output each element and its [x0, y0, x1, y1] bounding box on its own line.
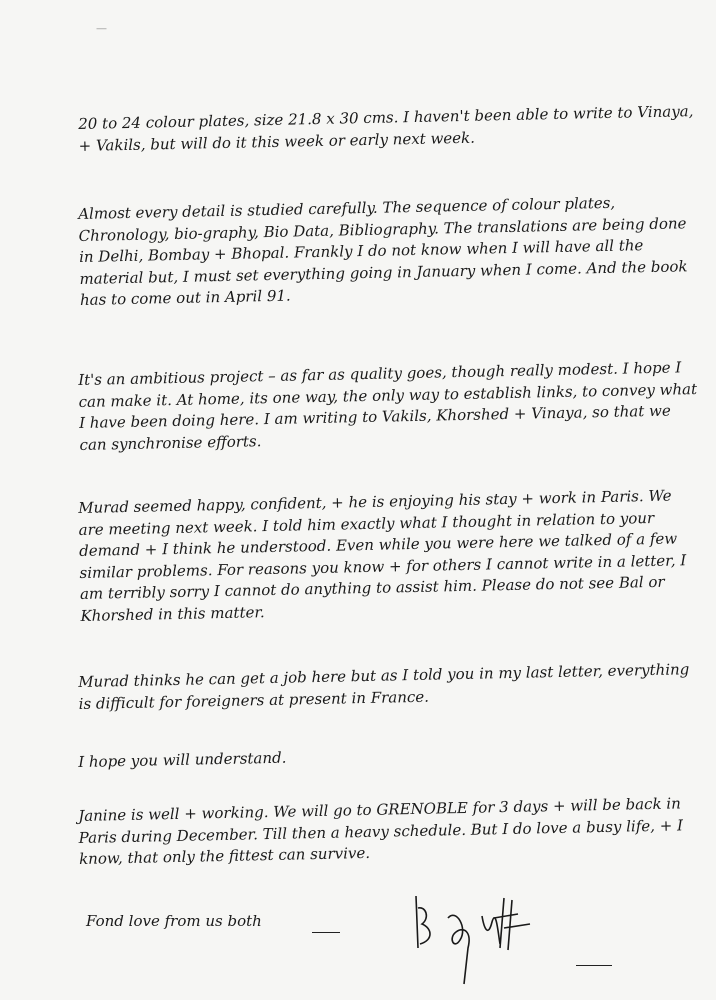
- signature-dash: [576, 965, 612, 966]
- paragraph-3: It's an ambitious project – as far as quality goes, though really modest. I hope I can make it. At home, its one way, the only way to establish links, to convey what I have been doing here. I am writing to Vakils, Khorshed + Vinaya, so that we can synchronise efforts.: [78, 358, 698, 454]
- closing-dash: [312, 932, 340, 933]
- paragraph-6: I hope you will understand.: [78, 748, 287, 771]
- signature-icon: [408, 888, 548, 988]
- closing-line: Fond love from us both: [86, 912, 262, 930]
- paragraph-1: 20 to 24 colour plates, size 21.8 x 30 cms. I haven't been able to write to Vinaya, + Vakils, but will do it this week or early next week.: [78, 102, 694, 155]
- paragraph-5: Murad thinks he can get a job here but as I told you in my last letter, everything is difficult for foreigners at present in France.: [78, 660, 690, 713]
- corner-mark: —: [96, 22, 108, 35]
- paragraph-7: Janine is well + working. We will go to GRENOBLE for 3 days + will be back in Paris during December. Till then a heavy schedule. But I do love a busy life, + I know, that only the fittest can survive.: [78, 794, 684, 868]
- paragraph-2: Almost every detail is studied carefully. The sequence of colour plates, Chronology, bio-graphy, Bio Data, Bibliography. The translations are being done in Delhi, Bombay + Bhopal. Frankly I do not know when I will have all the material but, I must set everything going in January when I come. And the book has to come out in April 91.: [78, 193, 688, 309]
- paragraph-4: Murad seemed happy, confident, + he is enjoying his stay + work in Paris. We are meeting next week. I told him exactly what I thought in relation to your demand + I think he understood. Even while you were here we talked of a few similar problems. For reasons you know + for others I cannot write in a letter, I am terribly sorry I cannot do anything to assist him. Please do not see Bal or Khorshed in this matter.: [78, 486, 687, 625]
